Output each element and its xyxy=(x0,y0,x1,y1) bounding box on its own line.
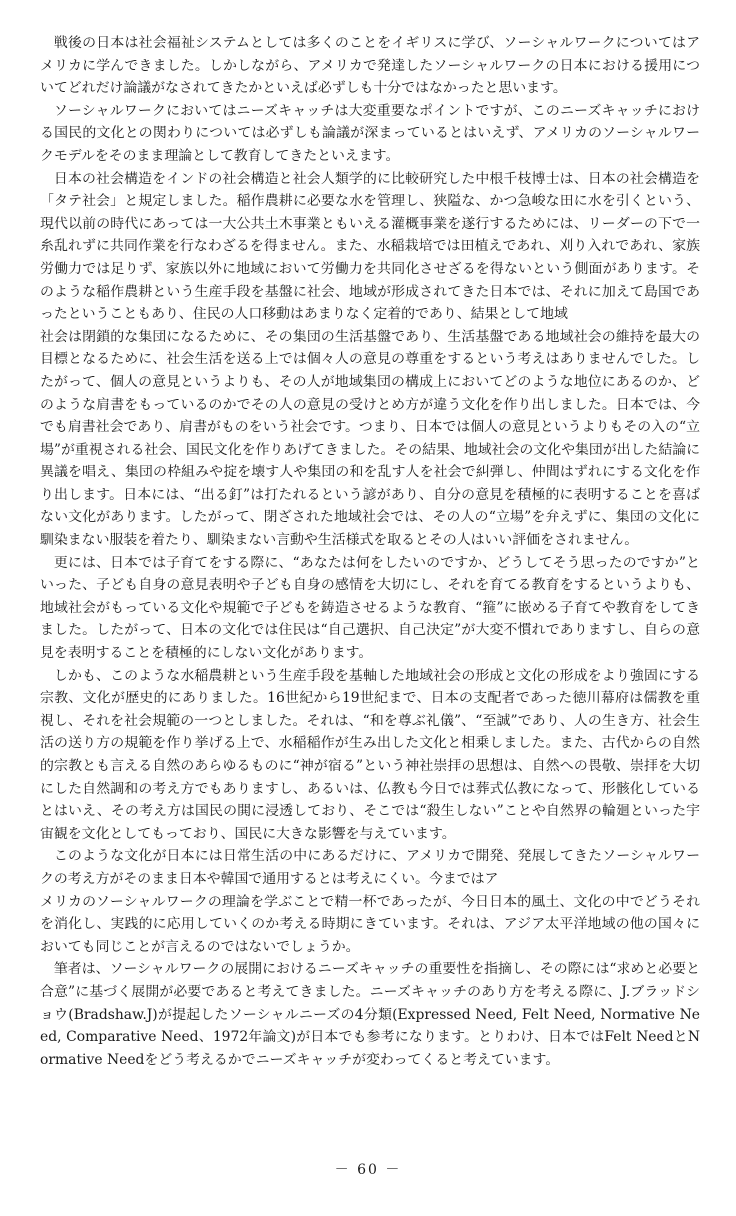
page-number: － 60 － xyxy=(334,1162,402,1178)
paragraph-1: 戦後の日本は社会福祉システムとしては多くのことをイギリスに学び、ソーシャルワークについてはアメリカに学んできました。しかしながら、アメリカで発達したソーシャルワークの日本における援用についてどれだけ論議がなされてきたかといえば必ずしも十分ではなかったと思います。 xyxy=(40,35,700,97)
paragraph-4: 社会は閉鎖的な集団になるために、その集団の生活基盤であり、生活基盤である地域社会の維持を最大の目標となるために、社会生活を送る上では個々人の意見の尊重をするという考えはありませんでした。したがって、個人の意見というよりも、その人が地域集団の構成上においてどのような地位にあるのか、どのような肩書をもっているのかでその人の意見の受けとめ方が違う文化を作り出しました。日本では、今でも肩書社会であり、肩書がものをいう社会です。つまり、日本では個人の意見というよりもその入の“立場”が重視される社会、国民文化を作りあげてきました。その結果、地域社会の文化や集団が出した結論に異議を唱え、集団の枠組みや掟を壊す人や集団の和を乱す人を社会で糾弾し、仲間はずれにする文化を作り出します。日本には、“出る釘”は打たれるという諺があり、自分の意見を積極的に表明することを喜ばない文化があります。したがって、閉ざされた地域社会では、その人の“立場”を弁えずに、集団の文化に馴染まない服装を着たり、馴染まない言動や生活様式を取るとその人はいい評価をされません。 xyxy=(40,328,700,549)
paragraph-5: 更には、日本では子育てをする際に、“あなたは何をしたいのですか、どうしてそう思ったのですか”といった、子ども自身の意見表明や子ども自身の感情を大切にし、それを育てる教育をするというよりも、地域社会がもっている文化や規範で子どもを鋳造させるような教育、“箍”に嵌める子育てや教育をしてきました。したがって、日本の文化では住民は“自己選択、自己決定”が大変不慣れでありますし、自らの意見を表明することを積極的にしない文化があります。 xyxy=(40,554,700,662)
paragraph-8: メリカのソーシャルワークの理論を学ぶことで精一杯であったが、今日日本的風土、文化の中でどうそれを消化し、実践的に応用していくのか考える時期にきています。それは、アジア太平洋地域の他の国々においても同じことが言えるのではないでしょうか。 xyxy=(40,893,700,955)
paragraph-9: 筆者は、ソーシャルワークの展開におけるニーズキャッチの重要性を指摘し、その際には“求めと必要と合意”に基づく展開が必要であると考えてきました。ニーズキャッチのあり方を考える際に、J.ブラッドショウ(Bradshaw.J)が提起したソーシャルニーズの4分類(Expressed Need, Felt Need, Normative Need, Comparative Need、1972年論文)が日本でも参考になります。とりわけ、日本ではFelt NeedとNormative Needをどう考えるかでニーズキャッチが変わってくると考えています。 xyxy=(40,961,700,1068)
paragraph-6: しかも、このような水稲農耕という生産手段を基軸した地域社会の形成と文化の形成をより強固にする宗教、文化が歴史的にありました。16世紀から19世紀まで、日本の支配者であった徳川幕府は儒教を重視し、それを社会規範の一つとしました。それは、“和を尊ぶ礼儀”、“至誠”であり、人の生き方、社会生活の送り方の規範を作り挙げる上で、水稲稲作が生み出した文化と相乗しました。また、古代からの自然的宗教とも言える自然のあらゆるものに“神が宿る”という神社崇拝の思想は、自然への畏敬、崇拝を大切にした自然調和の考え方でもありますし、あるいは、仏教も今日では葬式仏教になって、形骸化しているとはいえ、その考え方は国民の閧に浸透しており、そこでは“殺生しない”ことや自然界の輪廻といった宇宙観を文化としてもっており、国民に大きな影響を与えています。 xyxy=(40,667,700,842)
paragraph-3: 日本の社会構造をインドの社会構造と社会人類学的に比較研究した中根千枝博士は、日本の社会構造を「タテ社会」と規定しました。稲作農耕に必要な水を管理し、狭隘な、かつ急峻な田に水を引くという、現代以前の時代にあっては一大公共土木事業ともいえる灌概事業を遂行するためには、リーダーの下で一糸乱れずに共同作業を行なわざるを得ません。また、水稲栽培では田植えであれ、刈り入れであれ、家族労働力では足りず、家族以外に地域において労働力を共同化させざるを得ないという側面があります。そのような稲作農耕という生産手段を基盤に社会、地域が形成されてきた日本では、それに加えて島国であったということもあり、住民の人口移動はあまりなく定着的であり、結果として地域 xyxy=(40,170,700,323)
page-body xyxy=(40,32,700,1071)
paragraph-2: ソーシャルワークにおいてはニーズキャッチは大変重要なポイントですが、このニーズキャッチにおける国民的文化との関わりについては必ずしも論議が深まっているとはいえず、アメリカのソーシャルワークモデルをそのまま理論として教育してきたといえます。 xyxy=(40,102,700,164)
paragraph-7: このような文化が日本には日常生活の中にあるだけに、アメリカで開発、発展してきたソーシャルワークの考え方がそのまま日本や韓国で通用するとは考えにくい。今まではア xyxy=(40,848,700,887)
